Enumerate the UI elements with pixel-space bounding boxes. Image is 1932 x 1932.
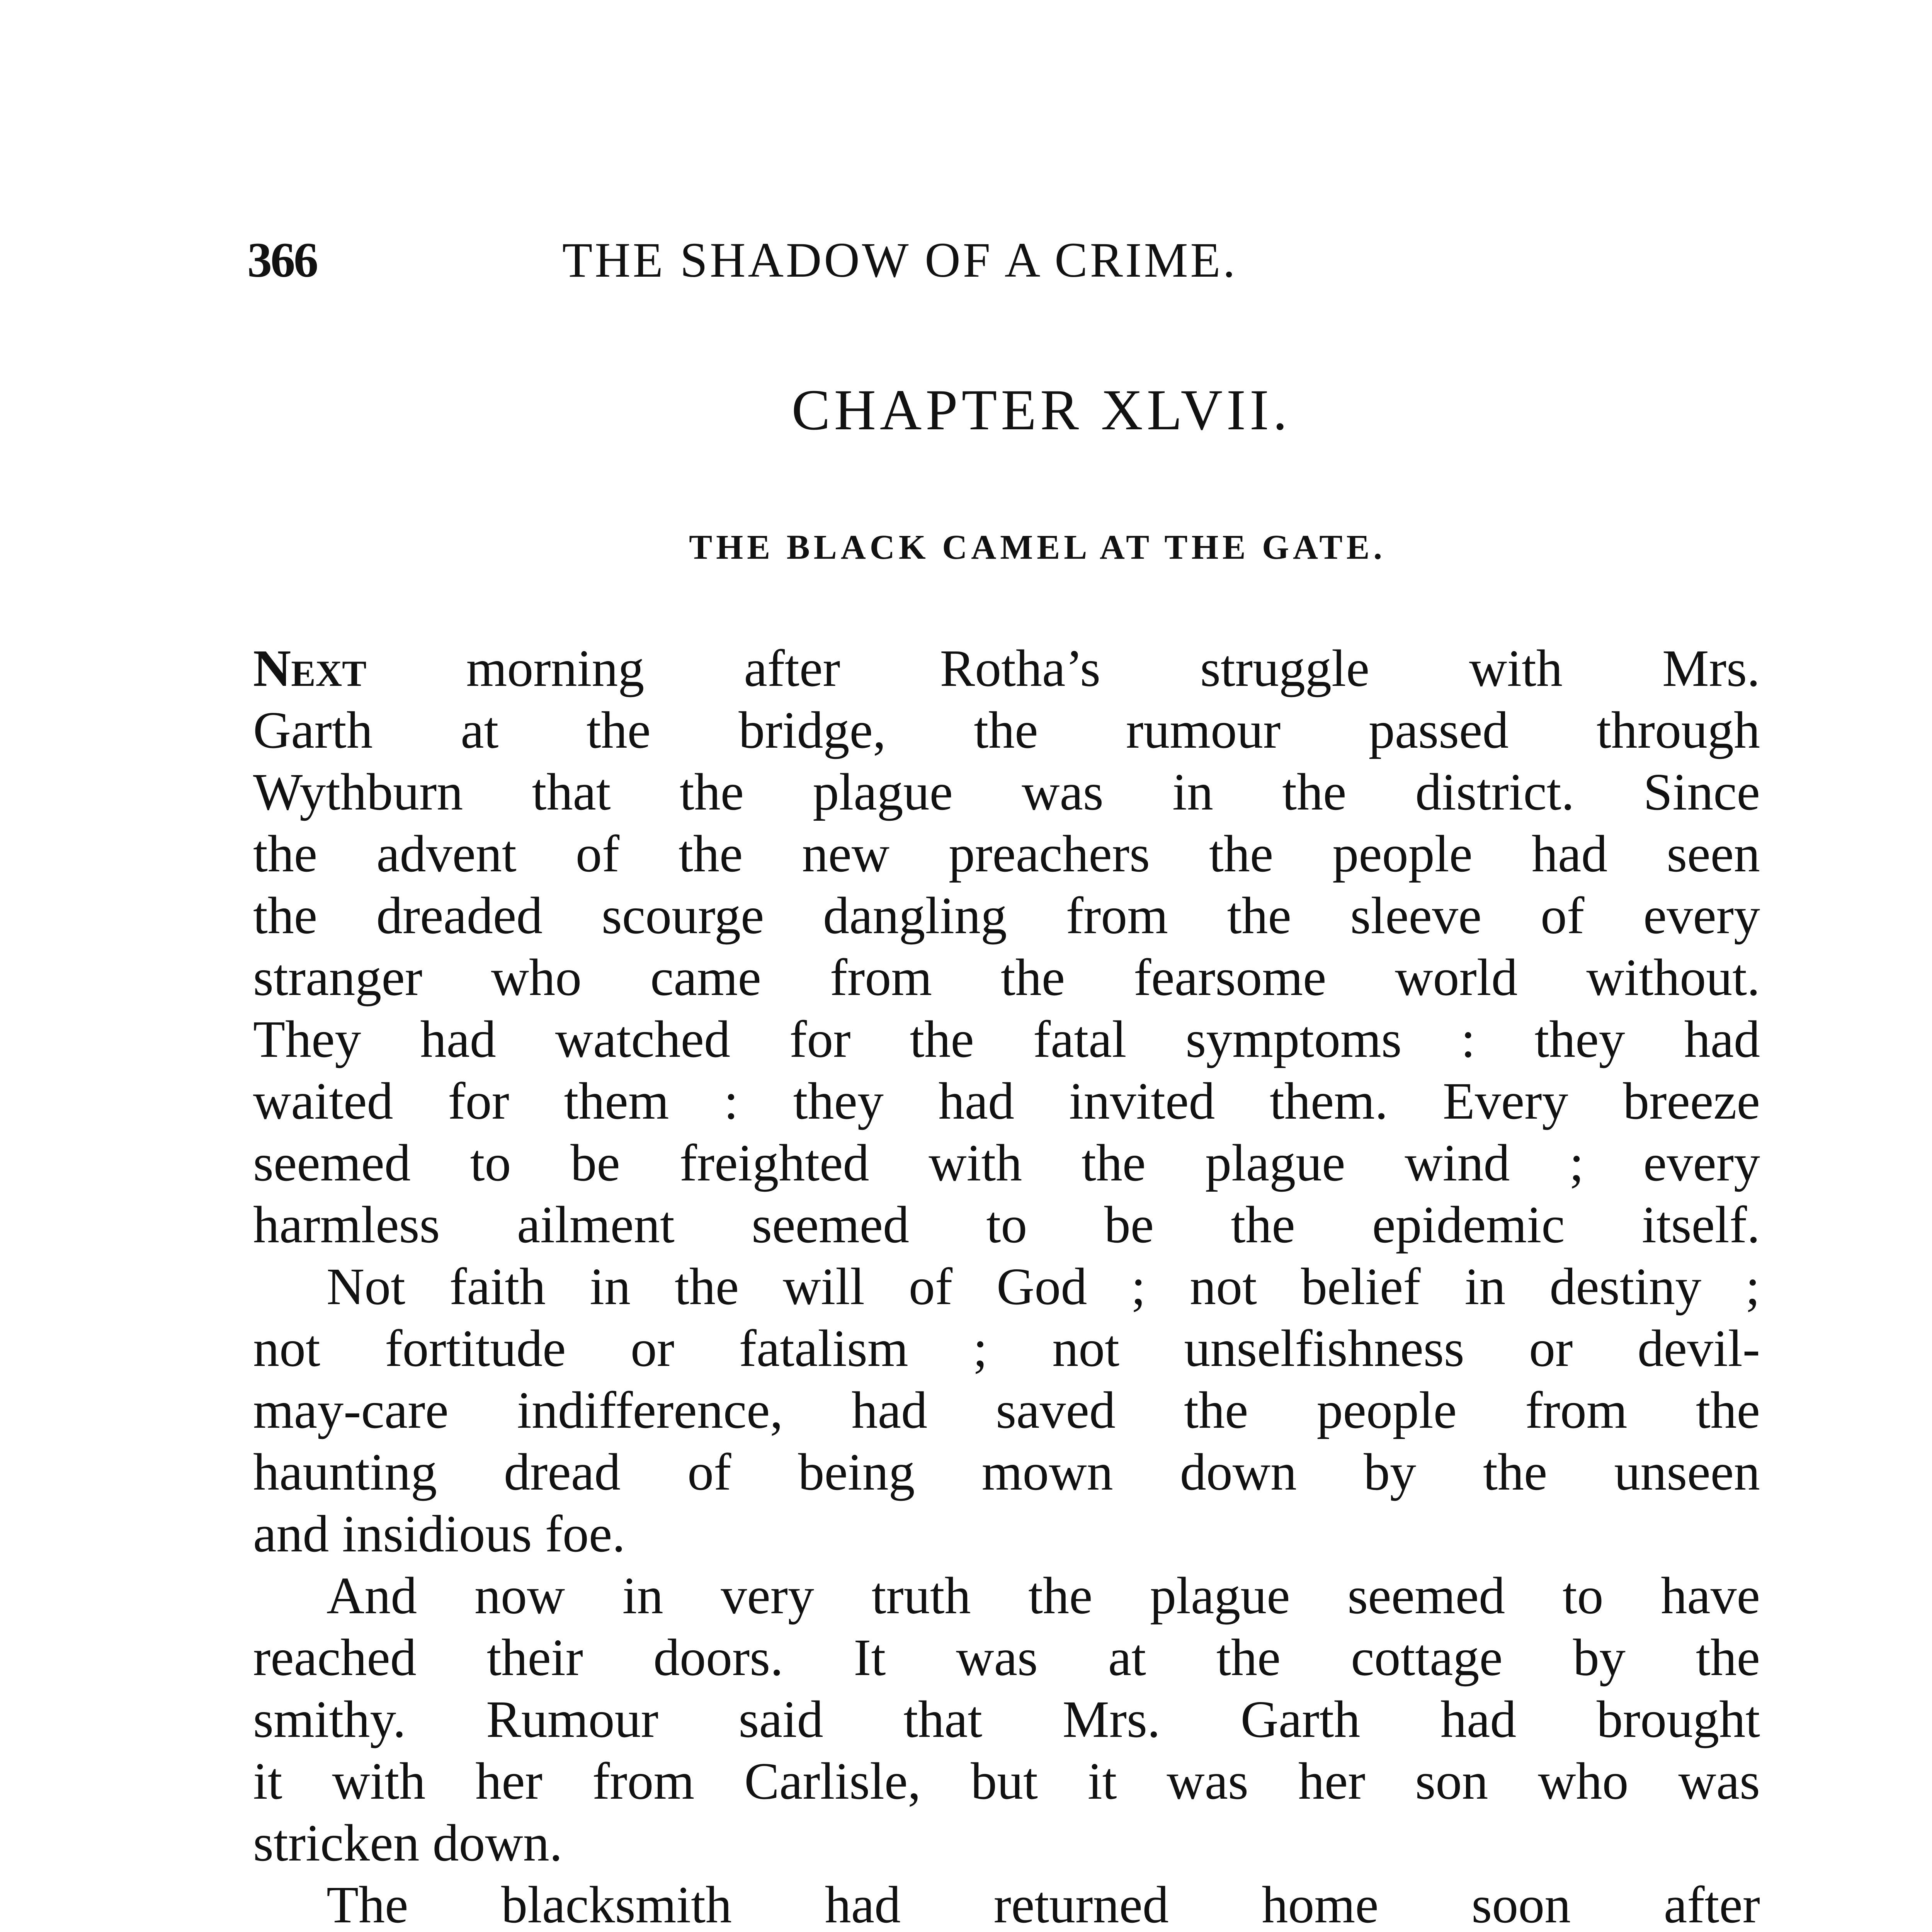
text-line: Wythburn that the plague was in the district. Since: [253, 763, 1760, 821]
running-title: THE SHADOW OF A CRIME.: [562, 233, 1238, 287]
text-line: smithy. Rumour said that Mrs. Garth had brought: [253, 1690, 1760, 1748]
chapter-subtitle: THE BLACK CAMEL AT THE GATE.: [689, 528, 1386, 566]
text-line: it with her from Carlisle, but it was her son who was: [253, 1752, 1760, 1810]
text-line: And now in very truth the plague seemed to have: [327, 1567, 1760, 1625]
page-number: 366: [247, 233, 317, 287]
text-line: waited for them : they had invited them. Every breeze: [253, 1072, 1760, 1130]
lead-in-word: Next: [253, 639, 367, 697]
running-head: [247, 232, 1785, 309]
text-line: the advent of the new preachers the people had seen: [253, 825, 1760, 883]
text-line: not fortitude or fatalism ; not unselfishness or devil-: [253, 1320, 1760, 1378]
text-line: seemed to be freighted with the plague wind ; every: [253, 1134, 1760, 1192]
text-line: may-care indifference, had saved the people from the: [253, 1381, 1760, 1439]
text-line: harmless ailment seemed to be the epidemic itself.: [253, 1196, 1760, 1254]
text-line: Garth at the bridge, the rumour passed through: [253, 701, 1760, 759]
body-text: [253, 638, 1760, 1932]
text-line: the dreaded scourge dangling from the sleeve of every: [253, 887, 1760, 945]
text-line: Not faith in the will of God ; not belief in destiny ;: [327, 1258, 1760, 1316]
text-line: reached their doors. It was at the cottage by the: [253, 1629, 1760, 1687]
text-line: haunting dread of being mown down by the unseen: [253, 1443, 1760, 1501]
text-line: and insidious foe.: [253, 1505, 626, 1563]
text-line: stranger who came from the fearsome world without.: [253, 949, 1760, 1007]
text-line: Next morning after Rotha’s struggle with Mrs.: [253, 639, 1760, 697]
chapter-title: CHAPTER XLVII.: [791, 378, 1291, 442]
text-line: stricken down.: [253, 1814, 563, 1872]
text-line: The blacksmith had returned home soon after: [327, 1876, 1760, 1932]
text-line: They had watched for the fatal symptoms : they had: [253, 1010, 1760, 1068]
